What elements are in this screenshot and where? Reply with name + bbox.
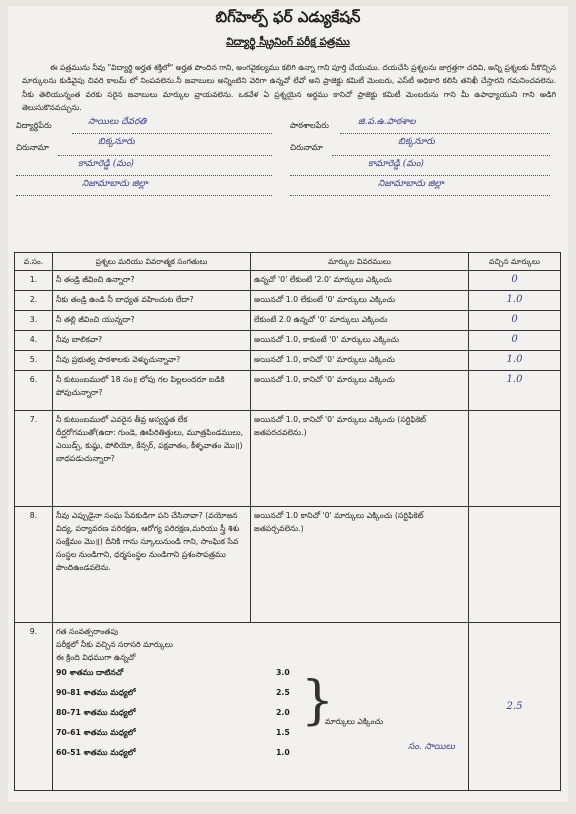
page-title: బిగ్‌హెల్ప్ ఫర్ ఎడ్యుకేషన్ xyxy=(215,8,361,26)
instructions-paragraph: ఈ పత్రమును నీవు "విద్యార్థి అర్హత శక్తిలో" అర్హత పొందిన గాని, అంగవైకల్యము కలిగి ఉన్నా గాని పూర్తి చేయుము. దయచేసి ప్రశ్నలను జాగ్రత్తగా చదివి, అన్ని ప్రశ్నలకు నీకొచ్చిన మార్కులను కుడివైపు చివరి కాలమ్ లో నింపవలెను.నీ జవాబులు అన్నింటిని వెరిగా ఉన్నవో లేవో అని ప్రాజెక్టు కమిటీ మెంబరు, ఎస్‌టీ అధికారి కలిసి తనిఖీ చేస్తారని గమనించవలెను. నీకు తెలియున్నంత వరకు సరైన జవాబులు మార్కుల వ్రాయవలెను. ఒకవేళ ఏ ప్రశ్నయైన అర్థము కానిచో ప్రాజెక్టు కమిటీ మెంబరును గాని మీ ఉపాధ్యాయుని గాని అడిగి తెలుసుకొనవచ్చును. xyxy=(22,63,556,113)
row-marks-rule: అయినచో 1.0, కానిచో '0' మార్కులు ఎక్కించు xyxy=(251,371,469,411)
school-name-line xyxy=(340,133,550,134)
signature: సం. సాయిలు xyxy=(408,742,455,752)
form-subtitle: విద్యార్థి స్క్రీనింగ్ పరీక్ష పత్రము xyxy=(226,36,350,48)
row-score xyxy=(469,507,561,623)
col-header-question: ప్రశ్నలు మరియు వివరాత్మక సంగతులు xyxy=(53,253,251,271)
row-score: 1.0 xyxy=(469,371,561,411)
school-name-value: జి.ప.ఉ.పాఠశాల xyxy=(358,116,416,127)
address-value-1: బిక్కనూరు xyxy=(98,136,135,147)
row-score: 0 xyxy=(469,271,561,291)
row-marks-rule: అయినచో 1.0, కానిచో '0' మార్కులు ఎక్కించు (సర్టిఫికెట్ జతపరచవలెను.) xyxy=(251,411,469,507)
student-name-label: విద్యార్థిపేరు xyxy=(16,120,52,130)
grades-list xyxy=(56,666,465,766)
row-number: 9. xyxy=(15,623,53,791)
row-number: 3. xyxy=(15,311,53,331)
row-question: నీ తల్లి జీవించి యున్నదా? xyxy=(53,311,251,331)
address-value-3: నిజామాబాదు జిల్లా xyxy=(82,178,148,189)
table-row xyxy=(15,507,561,623)
row-marks-rule: అయినచో 1.0, కానిచో '0' మార్కులు ఎక్కించు xyxy=(251,351,469,371)
table-row xyxy=(15,331,561,351)
grade-range: 60-51 శాతము మధ్యలో xyxy=(56,748,136,757)
row-marks-rule: అయినచో 1.0 లేకుంటే '0' మార్కులు ఎక్కించు xyxy=(251,291,469,311)
grade-value: 1.0 xyxy=(276,748,290,757)
grade-item xyxy=(56,746,356,766)
row-number: 7. xyxy=(15,411,53,507)
row-question: నీవు ఎప్పుడైనా సంఘ సేవకుడిగా పని చేసినావా? (వయోజన విద్య, పర్యావరణ పరిరక్షణ, ఆరోగ్య పరిరక్షణ,మరియు స్త్రీ శిశు సంక్షేమం మొ॥) దీనికి గాను స్కూలునుండి గాని, సాంఘిక సేవ సంస్థల నుండిగాని, ధర్మసంస్థల నుండిగాని ప్రశంసాపత్రము పొందిఉండవలెను. xyxy=(53,507,251,623)
school-address-line-2 xyxy=(290,175,550,176)
row-question: నీకు తండ్రి ఉండి నీ బాధ్యత వహించుట లేదా? xyxy=(53,291,251,311)
col-header-score: వచ్చిన మార్కులు xyxy=(469,253,561,271)
grade-range: 80-71 శాతము మధ్యలో xyxy=(56,708,136,717)
school-name-label: పాఠశాలపేరు xyxy=(290,120,329,130)
row-number: 6. xyxy=(15,371,53,411)
col-header-sno: వ.సం. xyxy=(15,253,53,271)
school-address-value-1: బిక్కనూరు xyxy=(398,136,435,147)
school-address-line-3 xyxy=(290,195,550,196)
table-header-row xyxy=(15,253,561,271)
row-number: 5. xyxy=(15,351,53,371)
school-address-value-2: కామారెడ్డి (మం) xyxy=(368,158,424,169)
grade-value: 2.5 xyxy=(276,688,290,697)
row-number: 4. xyxy=(15,331,53,351)
row-score: 1.0 xyxy=(469,351,561,371)
grade-value: 2.0 xyxy=(276,708,290,717)
row-score xyxy=(469,411,561,507)
table-row xyxy=(15,411,561,507)
address-label: చిరునామా xyxy=(16,142,49,152)
grades-intro-2: పరీక్షలో నీకు వచ్చిన సరాసరి మార్కులు xyxy=(56,640,173,649)
document-page xyxy=(8,6,568,802)
school-address-line-1 xyxy=(332,155,550,156)
row-question: నీ కుటుంబములో 18 సం॥ లోపు గల పిల్లలందరూ బడికి పోవుచున్నారా? xyxy=(53,371,251,411)
row-number: 8. xyxy=(15,507,53,623)
school-address-label: చిరునామా xyxy=(290,142,323,152)
grade-value: 1.5 xyxy=(276,728,290,737)
table-row xyxy=(15,311,561,331)
col-header-marks-rule: మార్కుల వివరములు xyxy=(251,253,469,271)
address-value-2: కామారెడ్డి (మం) xyxy=(78,158,134,169)
grade-value: 3.0 xyxy=(276,668,290,677)
row-marks-rule: అయినచో 1.0 కానిచో '0' మార్కులు ఎక్కించు (సర్టిఫికెట్ జతపర్చవలెను.) xyxy=(251,507,469,623)
row-number: 2. xyxy=(15,291,53,311)
grades-brace: } xyxy=(301,671,335,731)
student-name-line xyxy=(72,133,272,134)
row-number: 1. xyxy=(15,271,53,291)
student-details xyxy=(8,117,568,203)
grades-brace-text: మార్కులు ఎక్కించు xyxy=(325,717,384,726)
address-line-3 xyxy=(16,195,272,196)
table-row-grades xyxy=(15,623,561,791)
row-grades-content xyxy=(53,623,469,791)
row-score: 0 xyxy=(469,331,561,351)
address-line-2 xyxy=(16,175,272,176)
table-row xyxy=(15,371,561,411)
school-address-value-3: నిజామాబాదు జిల్లా xyxy=(378,178,444,189)
row-question: నీ తండ్రి జీవించి ఉన్నారా? xyxy=(53,271,251,291)
grade-range: 90-81 శాతము మధ్యలో xyxy=(56,688,136,697)
table-row xyxy=(15,271,561,291)
row-score: 0 xyxy=(469,311,561,331)
grade-range: 70-61 శాతము మధ్యలో xyxy=(56,728,136,737)
address-line-1 xyxy=(58,155,272,156)
grade-range: 90 శాతము దాటినచో xyxy=(56,668,124,677)
screening-table xyxy=(14,252,561,791)
row-score: 1.0 xyxy=(469,291,561,311)
row-question: నీవు బాలికవా? xyxy=(53,331,251,351)
table-row xyxy=(15,351,561,371)
row-question: నీవు ప్రభుత్వ పాఠశాలకు వెళ్ళుచున్నావా? xyxy=(53,351,251,371)
row-marks-rule: ఉన్నచో '0' లేకుంటే '2.0' మార్కులు ఎక్కించు xyxy=(251,271,469,291)
table-row xyxy=(15,291,561,311)
grades-intro-3: ఈ క్రింది విధముగా ఉన్నచో xyxy=(56,653,136,662)
row-question: నీ కుటుంబములో ఎవరైన తీవ్ర అస్వస్థత లేక దీర్ఘరోగముతో(ఉదా: గుండె, ఊపిరితిత్తులు, మూత్రపిండములు, ఎయిడ్స్, కుష్ఠు, పోలియో, కేన్సర్, పక్షవాతం, కీళ్ళవాతం మొ॥) బాధపడుచున్నారా? xyxy=(53,411,251,507)
row-marks-rule: అయినచో 1.0, కాకుంటే '0' మార్కులు ఎక్కించు xyxy=(251,331,469,351)
row-score: 2.5 xyxy=(469,623,561,791)
grades-intro-1: గత సంవత్సరాంతపు xyxy=(56,627,119,636)
row-marks-rule: లేకుంటే 2.0 ఉన్నచో '0' మార్కులు ఎక్కించు xyxy=(251,311,469,331)
student-name-value: సాయిలు దేవరతి xyxy=(88,116,147,127)
